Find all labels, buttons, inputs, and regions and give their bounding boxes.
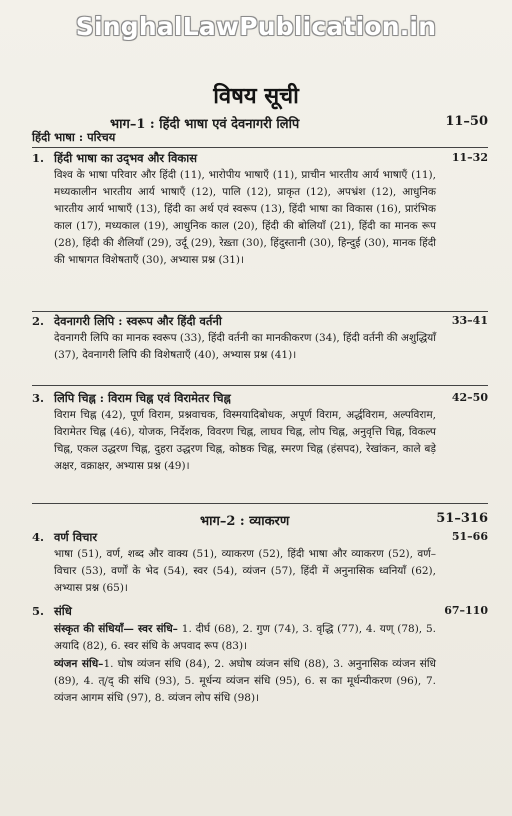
- chapter-2-title: देवनागरी लिपि : स्वरूप और हिंदी वर्तनी: [54, 314, 222, 328]
- chapter-4-title: वर्ण विचार: [54, 530, 98, 544]
- chapter-5: [32, 604, 488, 707]
- chapter-2: [32, 314, 488, 364]
- chapter-1-title: हिंदी भाषा का उद्‌भव और विकास: [54, 151, 197, 165]
- chapter-3-number: 3.: [32, 391, 45, 405]
- chapter-2-heading: [32, 314, 488, 330]
- chapter-2-topics: देवनागरी लिपि का मानक स्वरूप (33), हिंदी वर्तनी का मानकीकरण (34), हिंदी वर्तनी की अशुद्धियाँ (37), देवनागरी लिपि की विशेषताएँ (40), अभ्यास प्रश्न (41)।: [54, 332, 436, 361]
- chapter-2-number: 2.: [32, 314, 45, 328]
- divider: [32, 147, 488, 148]
- chapter-1-topics: विश्व के भाषा परिवार और हिंदी (11), भारोपीय भाषाएँ (11), प्राचीन भारतीय आर्य भाषाएँ (11), मध्यकालीन भारतीय आर्य भाषाएँ (12), पालि (12), प्राकृत (12), अपभ्रंश (12), आधुनिक भारतीय आर्य भाषाएँ (13), हिंदी का अर्थ एवं स्वरूप (13), हिंदी भाषा का विकास (16), प्रारंभिक काल (17), मध्यकाल (19), आधुनिक काल (20), हिंदी की बोलियाँ (21), हिंदी का मानक रूप (28), हिंदी की शैलियाँ (29), उर्दू (29), रेख़्ता (30), हिंदुस्तानी (30), हिन्दुई (30), मानक हिंदी की भाषागत विशेषताएँ (30), अभ्यास प्रश्न (31)।: [54, 169, 436, 266]
- chapter-2-pages: 33–41: [451, 314, 488, 327]
- part-1-subheading: हिंदी भाषा : परिचय: [32, 130, 116, 144]
- part-2-name: भाग–2 : व्याकरण: [200, 514, 290, 529]
- chapter-3-topics: विराम चिह्न (42), पूर्ण विराम, प्रश्नवाचक, विस्मयादिबोधक, अपूर्ण विराम, अर्द्धविराम, अल्पविराम, विरामेतर चिह्न (46), योजक, निर्देशक, विवरण चिह्न, लाघव चिह्न, लोप चिह्न, अनुवृत्ति चिह्न, विकल्प चिह्न, एकल उद्धरण चिह्न, दुहरा उद्धरण चिह्न, कोष्ठक चिह्न, स्मरण चिह्न (हंसपद), रेखांकन, काले बड़े अक्षर, वक्राक्षर, अभ्यास प्रश्न (49)।: [54, 409, 436, 472]
- divider: [32, 503, 488, 504]
- sanskrit-sandhi-label: संस्कृत की संधियाँ— स्वर संधि–: [54, 623, 178, 635]
- part-1-pages: 11–50: [445, 114, 488, 129]
- chapter-3-pages: 42–50: [451, 391, 488, 404]
- part-2-heading: [200, 511, 488, 529]
- part-2-pages: 51–316: [436, 511, 488, 526]
- chapter-5-heading: [32, 604, 488, 620]
- chapter-5-topics: [54, 621, 436, 707]
- chapter-4-number: 4.: [32, 530, 45, 544]
- chapter-5-pages: 67–110: [444, 604, 488, 617]
- vyanjan-sandhi-section: [54, 656, 436, 707]
- chapter-4: [32, 530, 488, 597]
- chapter-3-heading: [32, 391, 488, 407]
- chapter-3-title: लिपि चिह्न : विराम चिह्न एवं विरामेतर चिह्न: [54, 391, 231, 405]
- chapter-3: [32, 391, 488, 475]
- chapter-1-number: 1.: [32, 151, 45, 165]
- chapter-5-number: 5.: [32, 604, 45, 618]
- divider: [32, 311, 488, 312]
- divider: [32, 385, 488, 386]
- sanskrit-sandhi-section: [54, 621, 436, 655]
- part-1-name: भाग–1 : हिंदी भाषा एवं देवनागरी लिपि: [110, 117, 300, 132]
- chapter-1: [32, 151, 488, 269]
- vyanjan-sandhi-label: व्यंजन संधि–: [54, 658, 104, 670]
- chapter-1-pages: 11–32: [451, 151, 488, 164]
- part-1-heading: [110, 114, 488, 132]
- sanskrit-sandhi-text: 1. दीर्घ (68), 2. गुण (74), 3. वृद्धि (77), 4. यण् (78), 5. अयादि (82), 6. स्वर संधि के अपवाद रूप (83)।: [54, 623, 436, 652]
- watermark: SinghalLawPublication.in: [75, 12, 437, 41]
- chapter-4-heading: [32, 530, 488, 546]
- chapter-1-heading: [32, 151, 488, 167]
- vyanjan-sandhi-text: 1. घोष व्यंजन संधि (84), 2. अघोष व्यंजन संधि (88), 3. अनुनासिक व्यंजन संधि (89), 4. त्/द् की संधि (93), 5. मूर्धन्य व्यंजन संधि (95), 6. स का मूर्धन्यीकरण (96), 7. व्यंजन आगम संधि (97), 8. व्यंजन लोप संधि (98)।: [54, 658, 436, 704]
- chapter-4-topics: भाषा (51), वर्ण, शब्द और वाक्य (51), व्याकरण (52), हिंदी भाषा और व्याकरण (52), वर्ण–विचार (53), वर्णों के भेद (54), स्वर (54), व्यंजन (57), हिंदी में अनुनासिक ध्वनियाँ (62), अभ्यास प्रश्न (65)।: [54, 548, 436, 594]
- page-title: विषय सूची: [213, 83, 299, 109]
- chapter-4-pages: 51–66: [451, 530, 488, 543]
- chapter-5-title: संधि: [54, 604, 72, 618]
